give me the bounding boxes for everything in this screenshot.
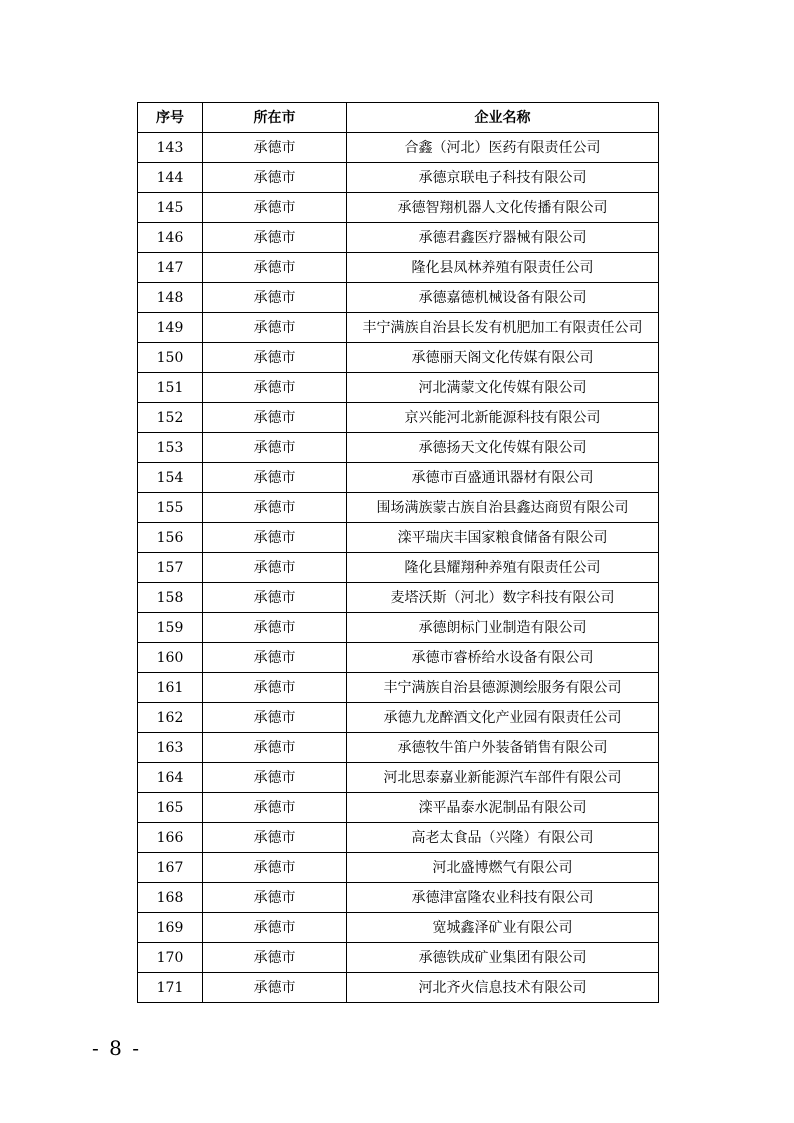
- serial-number-cell: 164: [138, 763, 203, 793]
- serial-number-cell: 151: [138, 373, 203, 403]
- company-name-cell: 滦平晶泰水泥制品有限公司: [347, 793, 659, 823]
- city-cell: 承德市: [203, 673, 347, 703]
- company-name-cell: 承德朗标门业制造有限公司: [347, 613, 659, 643]
- company-name-cell: 京兴能河北新能源科技有限公司: [347, 403, 659, 433]
- city-cell: 承德市: [203, 883, 347, 913]
- table-row: [138, 583, 659, 613]
- serial-number-cell: 167: [138, 853, 203, 883]
- header-city: 所在市: [203, 103, 347, 133]
- company-name-cell: 河北盛博燃气有限公司: [347, 853, 659, 883]
- city-cell: 承德市: [203, 793, 347, 823]
- serial-number-cell: 144: [138, 163, 203, 193]
- serial-number-cell: 154: [138, 463, 203, 493]
- serial-number-cell: 160: [138, 643, 203, 673]
- table-row: [138, 943, 659, 973]
- serial-number-cell: 166: [138, 823, 203, 853]
- city-cell: 承德市: [203, 823, 347, 853]
- serial-number-cell: 159: [138, 613, 203, 643]
- company-name-cell: 合鑫（河北）医药有限责任公司: [347, 133, 659, 163]
- table-row: [138, 613, 659, 643]
- city-cell: 承德市: [203, 973, 347, 1003]
- serial-number-cell: 147: [138, 253, 203, 283]
- city-cell: 承德市: [203, 523, 347, 553]
- serial-number-cell: 152: [138, 403, 203, 433]
- serial-number-cell: 148: [138, 283, 203, 313]
- city-cell: 承德市: [203, 553, 347, 583]
- serial-number-cell: 156: [138, 523, 203, 553]
- company-name-cell: 麦塔沃斯（河北）数字科技有限公司: [347, 583, 659, 613]
- table-header-row: [138, 103, 659, 133]
- serial-number-cell: 165: [138, 793, 203, 823]
- table-body: [138, 133, 659, 1003]
- city-cell: 承德市: [203, 283, 347, 313]
- table-row: [138, 343, 659, 373]
- table-row: [138, 553, 659, 583]
- serial-number-cell: 145: [138, 193, 203, 223]
- header-serial-number: 序号: [138, 103, 203, 133]
- city-cell: 承德市: [203, 253, 347, 283]
- serial-number-cell: 149: [138, 313, 203, 343]
- table-row: [138, 163, 659, 193]
- company-name-cell: 隆化县耀翔种养殖有限责任公司: [347, 553, 659, 583]
- table-row: [138, 493, 659, 523]
- company-name-cell: 承德京联电子科技有限公司: [347, 163, 659, 193]
- company-name-cell: 围场满族蒙古族自治县鑫达商贸有限公司: [347, 493, 659, 523]
- table-row: [138, 913, 659, 943]
- serial-number-cell: 163: [138, 733, 203, 763]
- city-cell: 承德市: [203, 313, 347, 343]
- table-row: [138, 223, 659, 253]
- city-cell: 承德市: [203, 433, 347, 463]
- city-cell: 承德市: [203, 343, 347, 373]
- company-name-cell: 承德丽天阁文化传媒有限公司: [347, 343, 659, 373]
- table-row: [138, 283, 659, 313]
- serial-number-cell: 158: [138, 583, 203, 613]
- serial-number-cell: 170: [138, 943, 203, 973]
- city-cell: 承德市: [203, 763, 347, 793]
- header-company-name: 企业名称: [347, 103, 659, 133]
- table-row: [138, 973, 659, 1003]
- table-row: [138, 313, 659, 343]
- table-row: [138, 883, 659, 913]
- company-name-cell: 高老太食品（兴隆）有限公司: [347, 823, 659, 853]
- company-name-cell: 承德市睿桥给水设备有限公司: [347, 643, 659, 673]
- company-name-cell: 丰宁满族自治县德源测绘服务有限公司: [347, 673, 659, 703]
- table-row: [138, 823, 659, 853]
- table-row: [138, 733, 659, 763]
- table-row: [138, 643, 659, 673]
- table-row: [138, 703, 659, 733]
- serial-number-cell: 161: [138, 673, 203, 703]
- company-name-cell: 承德牧牛笛户外装备销售有限公司: [347, 733, 659, 763]
- serial-number-cell: 143: [138, 133, 203, 163]
- company-name-cell: 河北满蒙文化传媒有限公司: [347, 373, 659, 403]
- city-cell: 承德市: [203, 583, 347, 613]
- serial-number-cell: 150: [138, 343, 203, 373]
- company-name-cell: 丰宁满族自治县长发有机肥加工有限责任公司: [347, 313, 659, 343]
- city-cell: 承德市: [203, 493, 347, 523]
- city-cell: 承德市: [203, 463, 347, 493]
- company-name-cell: 承德嘉德机械设备有限公司: [347, 283, 659, 313]
- table-row: [138, 463, 659, 493]
- serial-number-cell: 146: [138, 223, 203, 253]
- table-row: [138, 373, 659, 403]
- city-cell: 承德市: [203, 403, 347, 433]
- company-name-cell: 宽城鑫泽矿业有限公司: [347, 913, 659, 943]
- serial-number-cell: 153: [138, 433, 203, 463]
- city-cell: 承德市: [203, 913, 347, 943]
- company-name-cell: 承德君鑫医疗器械有限公司: [347, 223, 659, 253]
- city-cell: 承德市: [203, 133, 347, 163]
- table-row: [138, 763, 659, 793]
- company-name-cell: 承德扬天文化传媒有限公司: [347, 433, 659, 463]
- table-row: [138, 793, 659, 823]
- table-row: [138, 433, 659, 463]
- company-name-cell: 承德九龙醉酒文化产业园有限责任公司: [347, 703, 659, 733]
- company-name-cell: 河北齐火信息技术有限公司: [347, 973, 659, 1003]
- city-cell: 承德市: [203, 163, 347, 193]
- company-name-cell: 河北思泰嘉业新能源汽车部件有限公司: [347, 763, 659, 793]
- city-cell: 承德市: [203, 703, 347, 733]
- city-cell: 承德市: [203, 613, 347, 643]
- enterprise-table: [137, 102, 659, 1003]
- serial-number-cell: 168: [138, 883, 203, 913]
- company-name-cell: 承德津富隆农业科技有限公司: [347, 883, 659, 913]
- table-row: [138, 133, 659, 163]
- company-name-cell: 承德铁成矿业集团有限公司: [347, 943, 659, 973]
- company-name-cell: 承德市百盛通讯器材有限公司: [347, 463, 659, 493]
- company-name-cell: 承德智翔机器人文化传播有限公司: [347, 193, 659, 223]
- table-row: [138, 853, 659, 883]
- table-row: [138, 523, 659, 553]
- city-cell: 承德市: [203, 193, 347, 223]
- serial-number-cell: 171: [138, 973, 203, 1003]
- city-cell: 承德市: [203, 733, 347, 763]
- table-row: [138, 253, 659, 283]
- company-name-cell: 隆化县凤林养殖有限责任公司: [347, 253, 659, 283]
- table-row: [138, 403, 659, 433]
- city-cell: 承德市: [203, 223, 347, 253]
- table-row: [138, 673, 659, 703]
- page-number: - 8 -: [92, 1036, 141, 1060]
- city-cell: 承德市: [203, 943, 347, 973]
- city-cell: 承德市: [203, 643, 347, 673]
- table-row: [138, 193, 659, 223]
- serial-number-cell: 169: [138, 913, 203, 943]
- city-cell: 承德市: [203, 373, 347, 403]
- city-cell: 承德市: [203, 853, 347, 883]
- serial-number-cell: 157: [138, 553, 203, 583]
- company-name-cell: 滦平瑞庆丰国家粮食储备有限公司: [347, 523, 659, 553]
- serial-number-cell: 162: [138, 703, 203, 733]
- serial-number-cell: 155: [138, 493, 203, 523]
